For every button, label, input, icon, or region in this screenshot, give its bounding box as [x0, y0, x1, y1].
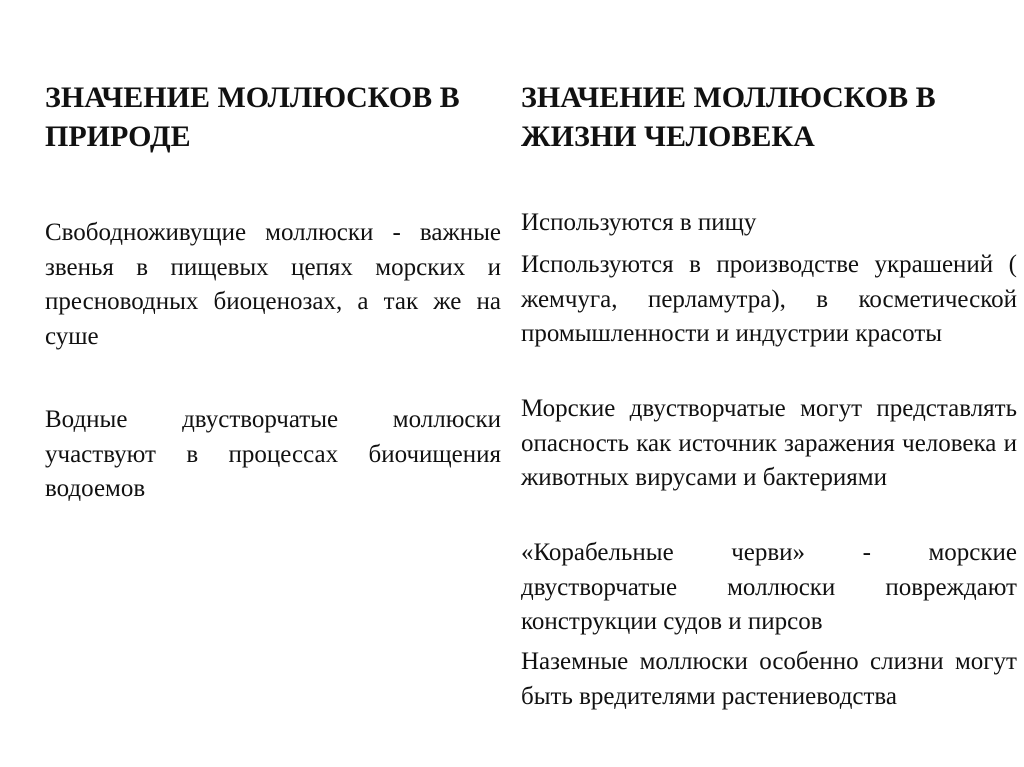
- right-paragraph-infection: Морские двустворчатые могут представлять опасность как источник заражения человека и животных вирусами и бактериями: [521, 395, 1017, 491]
- right-paragraph-jewelry: Используются в производстве украшений ( жемчуга, перламутра), в косметической промышленности и индустрии красоты: [521, 251, 1017, 347]
- right-paragraph-shipworms: «Корабельные черви» - морские двустворчатые моллюски повреждают конструкции судов и пирсов: [521, 539, 1017, 635]
- right-heading: ЗНАЧЕНИЕ МОЛЛЮСКОВ В ЖИЗНИ ЧЕЛОВЕКА: [521, 81, 936, 153]
- right-paragraph-pests: Наземные моллюски особенно слизни могут быть вредителями растениеводства: [521, 648, 1017, 710]
- right-paragraph-food: Используются в пищу: [521, 209, 757, 236]
- left-paragraph-biofiltration: Водные двустворчатые моллюски участвуют в процессах биочищения водоемов: [45, 406, 501, 502]
- left-paragraph-food-chains: Свободноживущие моллюски - важные звенья в пищевых цепях морских и пресноводных биоценозах, а так же на суше: [45, 219, 501, 350]
- left-heading: ЗНАЧЕНИЕ МОЛЛЮСКОВ В ПРИРОДЕ: [45, 81, 460, 153]
